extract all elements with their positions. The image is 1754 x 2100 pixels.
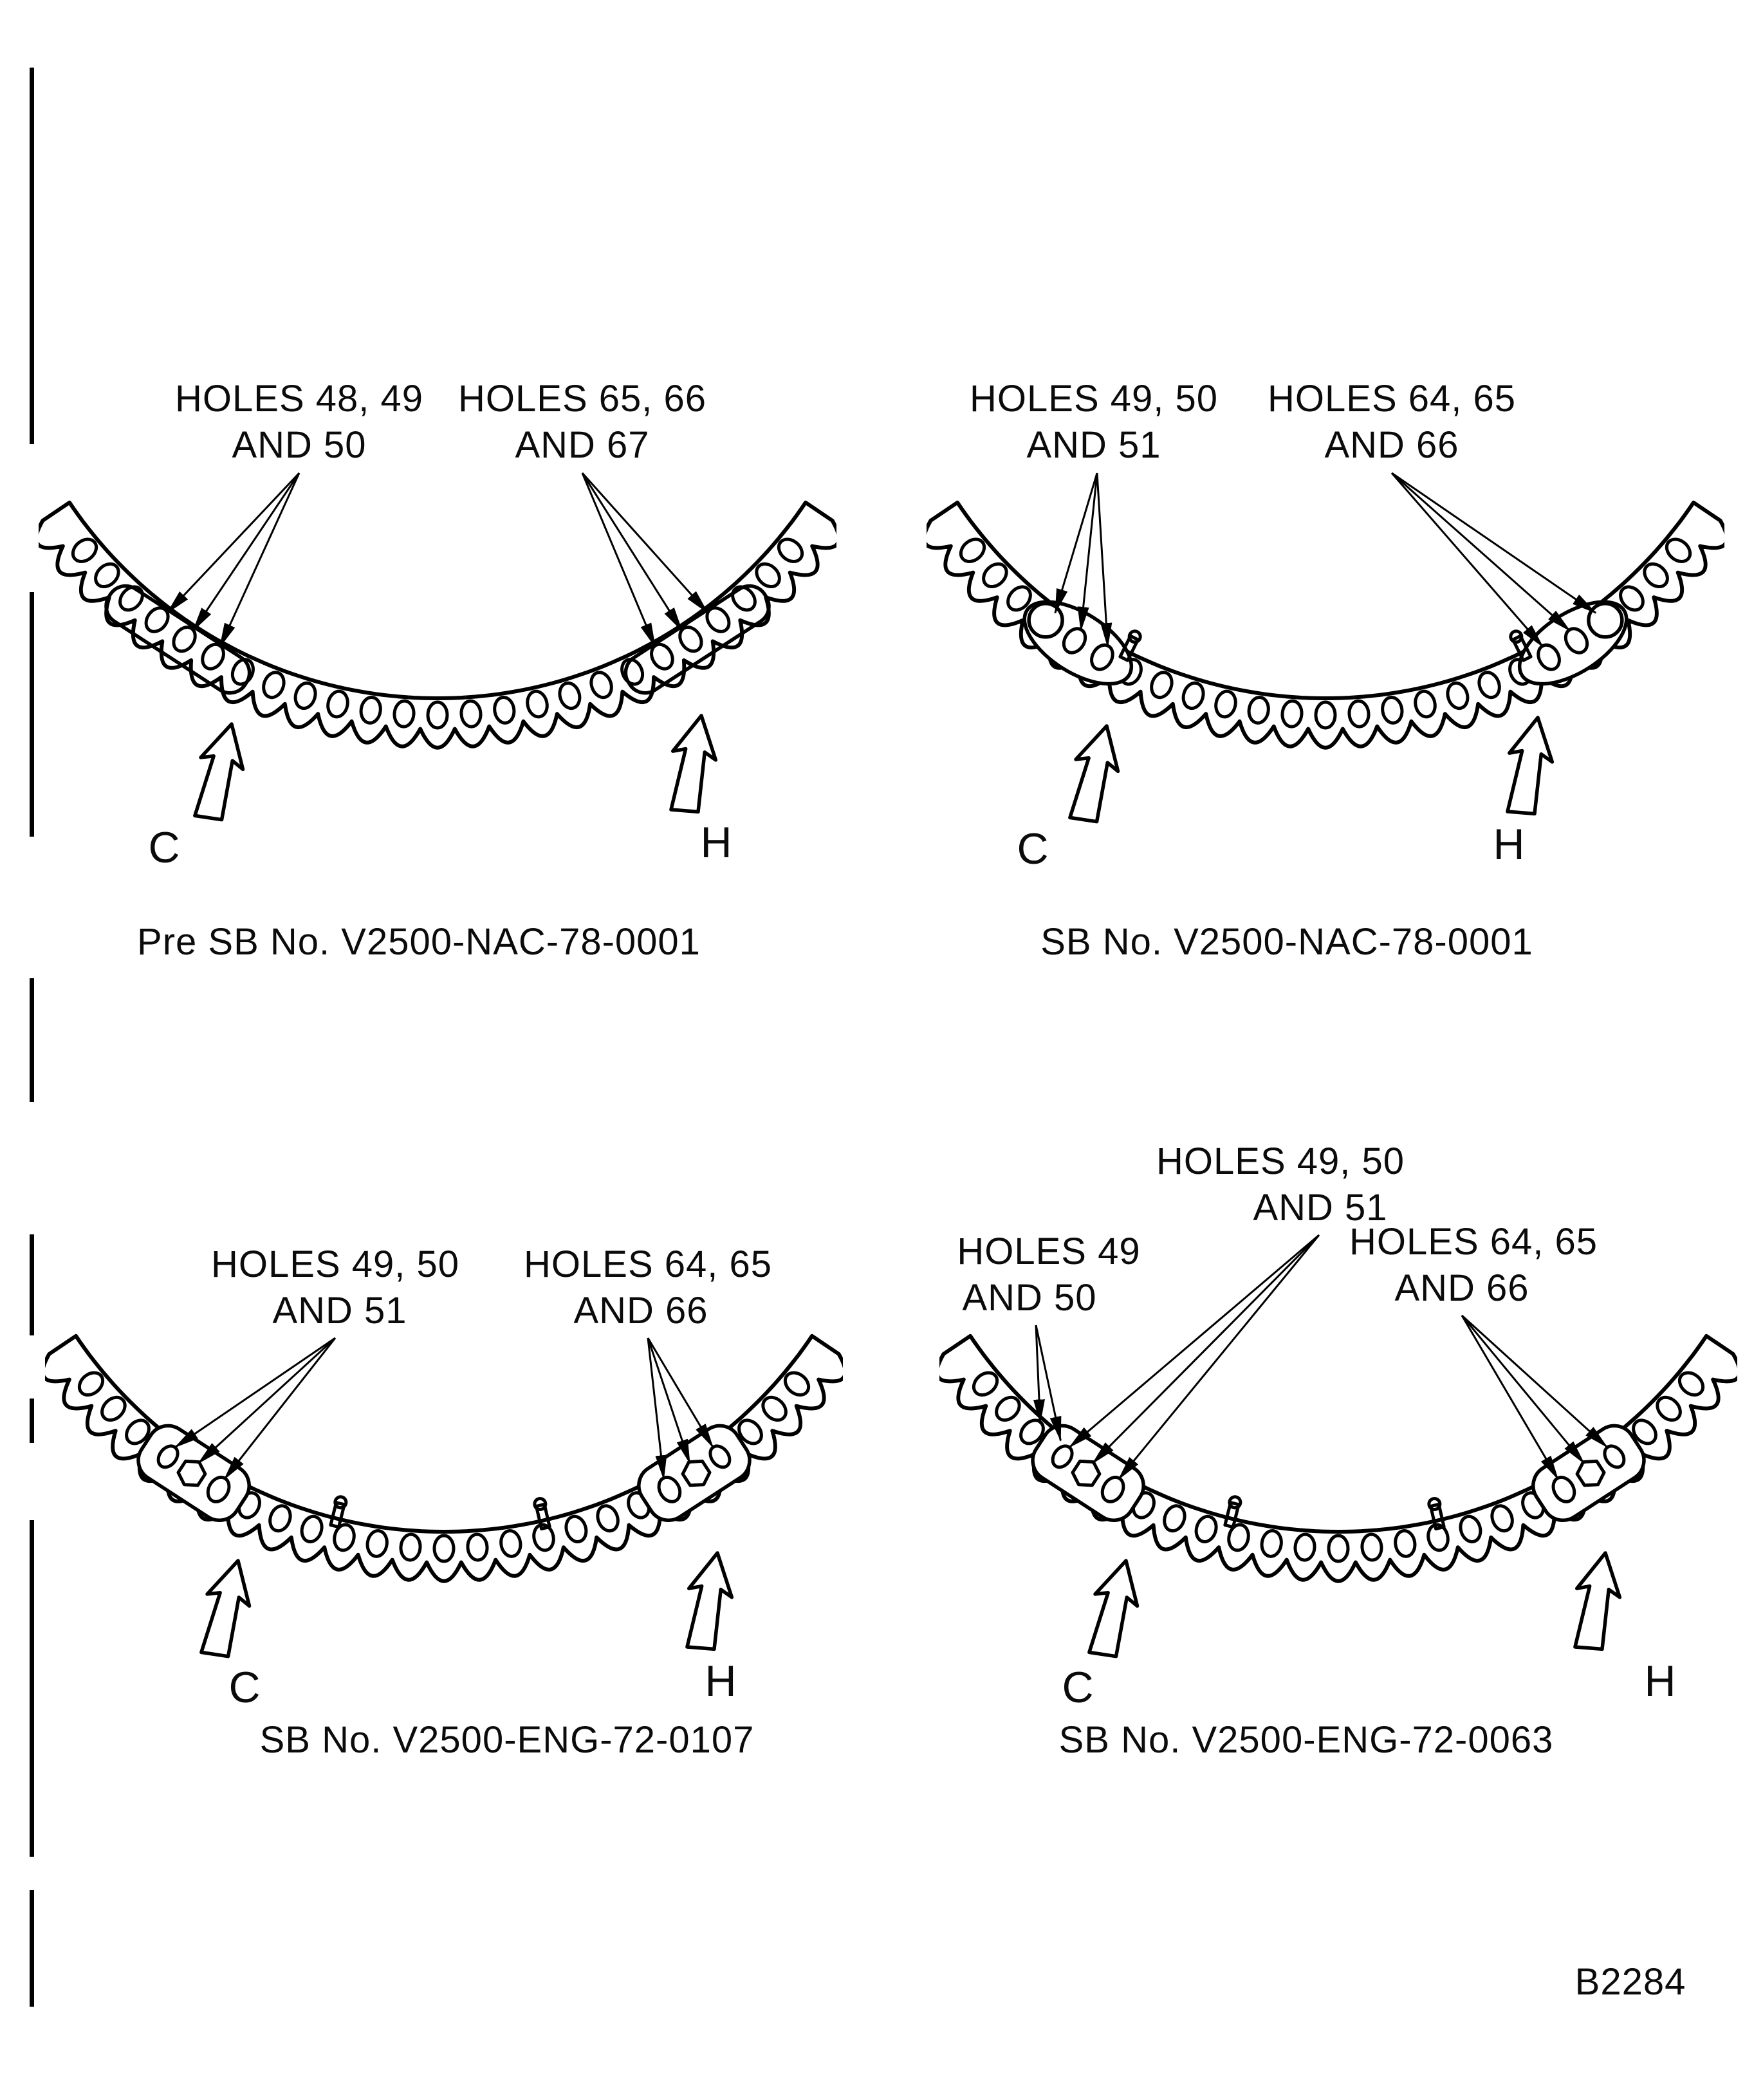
cold-airflow-letter: C — [148, 823, 180, 872]
flange-diagram-pre-sb — [39, 451, 836, 914]
panel-caption: SB No. V2500-ENG-72-0107 — [259, 1719, 755, 1761]
hole-label-line: HOLES 49, 50 — [211, 1243, 459, 1285]
panel-caption: SB No. V2500-NAC-78-0001 — [1040, 921, 1533, 963]
panel-caption: SB No. V2500-ENG-72-0063 — [1058, 1719, 1554, 1761]
hole-label-line: AND 50 — [232, 424, 367, 466]
change-bar-segment — [30, 1398, 34, 1443]
change-bar-segment — [30, 1520, 34, 1857]
hot-airflow-letter: H — [700, 818, 732, 867]
change-bar-segment — [30, 592, 34, 837]
hole-label-line: HOLES 48, 49 — [175, 378, 423, 420]
change-bar-segment — [30, 1234, 34, 1335]
change-bar-segment — [30, 978, 34, 1102]
hole-label-line: HOLES 64, 65 — [524, 1243, 772, 1285]
hole-label-line: HOLES 64, 65 — [1349, 1221, 1598, 1263]
flange-diagram-sb-eng-0063 — [939, 1220, 1737, 1734]
figure-code: B2284 — [1574, 1961, 1686, 2003]
panel-caption: Pre SB No. V2500-NAC-78-0001 — [137, 921, 701, 963]
hole-label-line: AND 51 — [1253, 1187, 1388, 1229]
hole-label-line: AND 51 — [272, 1290, 407, 1332]
cold-airflow-letter: C — [228, 1663, 261, 1712]
cold-airflow-letter: C — [1017, 824, 1049, 873]
hole-label-line: AND 66 — [1394, 1267, 1529, 1309]
flange-diagram-sb-nac — [927, 451, 1724, 914]
hole-label-line: HOLES 64, 65 — [1268, 378, 1516, 420]
hot-airflow-letter: H — [705, 1657, 737, 1705]
hot-airflow-letter: H — [1644, 1657, 1676, 1705]
cold-airflow-letter: C — [1062, 1663, 1094, 1712]
hole-label-line: HOLES 49, 50 — [970, 378, 1218, 420]
hole-label-line: HOLES 65, 66 — [458, 378, 706, 420]
hole-label-line: AND 51 — [1026, 424, 1161, 466]
change-bar-segment — [30, 1890, 34, 2007]
hot-airflow-letter: H — [1493, 820, 1525, 869]
flange-diagram-sb-eng-0107 — [45, 1220, 843, 1734]
hole-label-line: AND 67 — [515, 424, 650, 466]
hole-label-line: AND 66 — [573, 1290, 708, 1332]
hole-label-line: AND 50 — [962, 1277, 1097, 1319]
hole-label-line: HOLES 49 — [957, 1231, 1141, 1272]
change-bar-segment — [30, 68, 34, 444]
hole-label-line: AND 66 — [1324, 424, 1459, 466]
hole-label-line: HOLES 49, 50 — [1156, 1140, 1405, 1182]
